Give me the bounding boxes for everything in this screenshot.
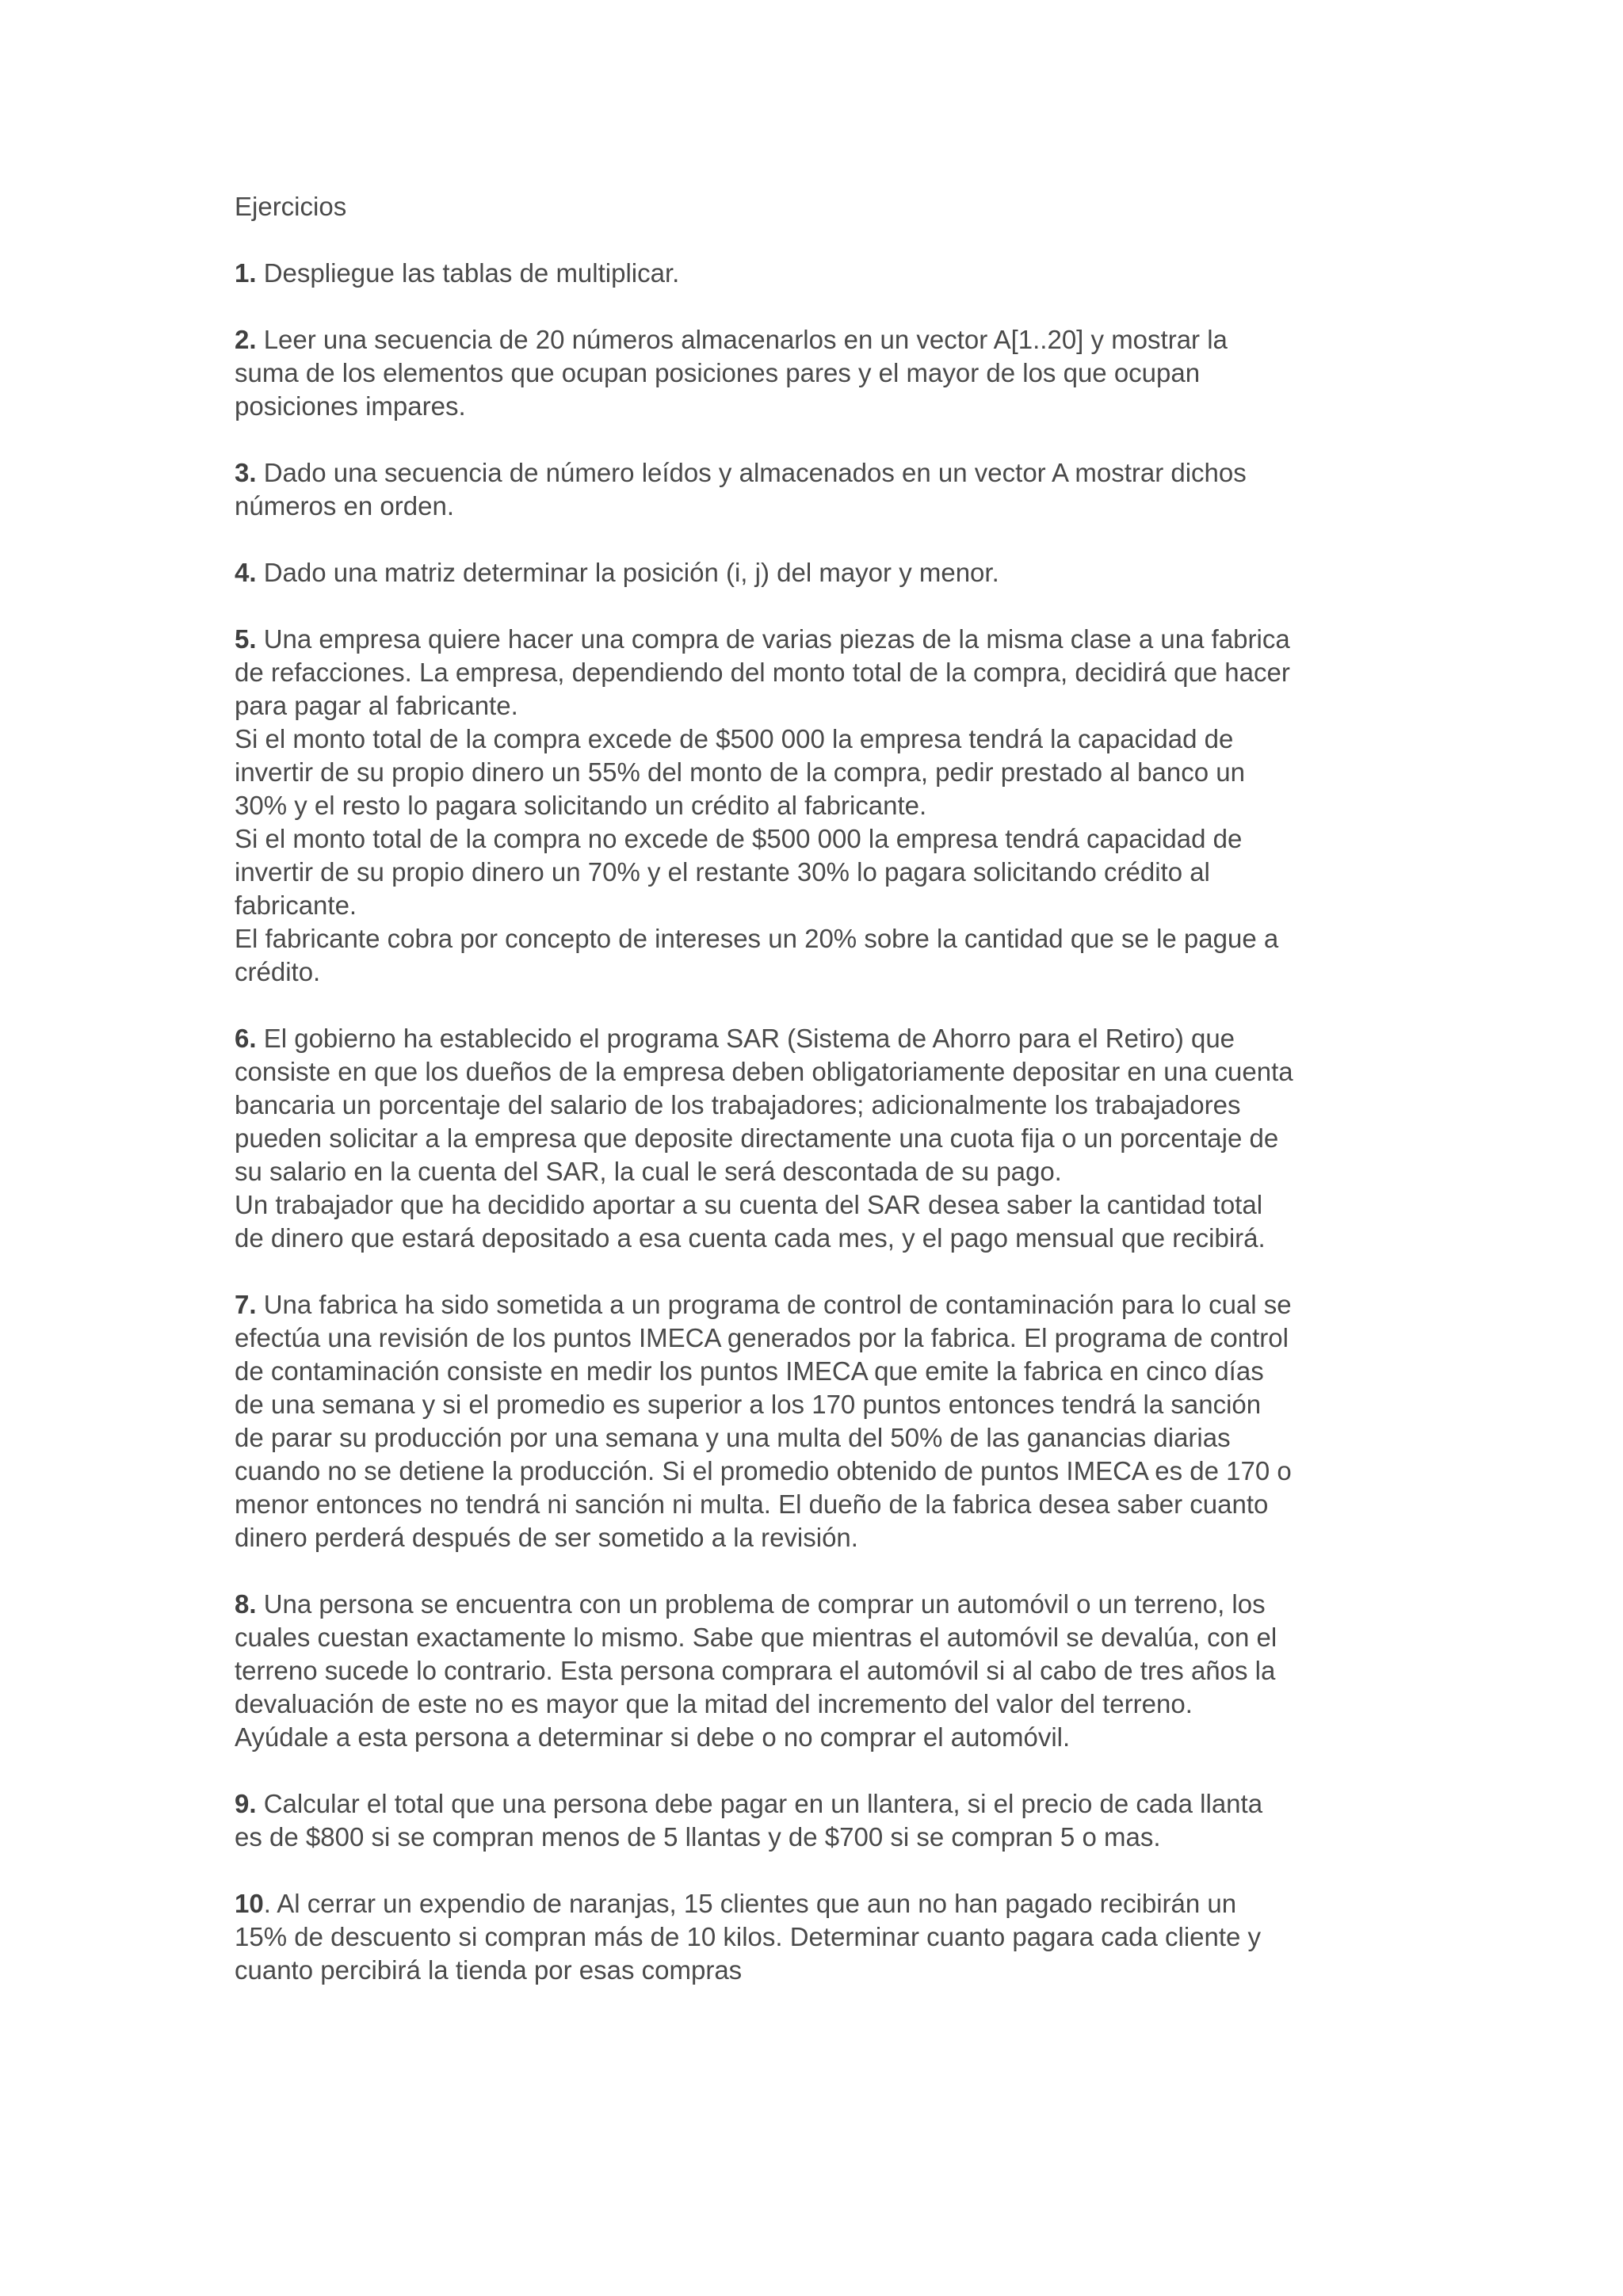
exercise-line [235,822,1423,856]
exercise-text: efectúa una revisión de los puntos IMECA generados por la fabrica. El programa de control [235,1323,1289,1352]
exercise-line [235,1954,1423,1987]
exercise-line [235,1455,1423,1488]
exercise-text: Una empresa quiere hacer una compra de varias piezas de la misma clase a una fabrica [263,624,1290,654]
exercise-text: de refacciones. La empresa, dependiendo del monto total de la compra, decidirá que hacer [235,658,1290,687]
exercise-text: Si el monto total de la compra no excede de $500 000 la empresa tendrá capacidad de [235,824,1243,853]
exercise-text: dinero perderá después de ser sometido a la revisión. [235,1523,858,1552]
exercise-text: Una persona se encuentra con un problema de comprar un automóvil o un terreno, los [263,1589,1266,1619]
exercise-text: menor entonces no tendrá ni sanción ni multa. El dueño de la fabrica desea saber cuanto [235,1489,1269,1519]
exercise-5 [235,623,1423,989]
exercise-text: Un trabajador que ha decidido aportar a su cuenta del SAR desea saber la cantidad total [235,1190,1263,1219]
exercise-first-line [235,1022,1423,1055]
exercise-text: de una semana y si el promedio es superior a los 170 puntos entonces tendrá la sanción [235,1390,1262,1419]
exercise-line [235,1920,1423,1954]
exercise-line [235,1188,1423,1222]
exercise-text: pueden solicitar a la empresa que deposite directamente una cuota fija o un porcentaje de [235,1123,1279,1153]
exercise-number: 9. [235,1789,257,1818]
exercise-text: invertir de su propio dinero un 70% y el restante 30% lo pagara solicitando crédito al [235,857,1210,887]
exercise-first-line [235,323,1423,357]
exercise-text: de parar su producción por una semana y una multa del 50% de las ganancias diarias [235,1423,1231,1452]
exercise-text: invertir de su propio dinero un 55% del monto de la compra, pedir prestado al banco un [235,757,1245,787]
exercise-text: Si el monto total de la compra excede de $500 000 la empresa tendrá la capacidad de [235,724,1234,753]
exercise-first-line [235,1288,1423,1322]
exercise-number: 6. [235,1024,257,1053]
exercise-line [235,1654,1423,1688]
exercise-line [235,490,1423,523]
exercise-number: 5. [235,624,257,654]
exercise-line [235,357,1423,390]
exercise-text: El fabricante cobra por concepto de intereses un 20% sobre la cantidad que se le pague a [235,924,1279,953]
exercise-2 [235,323,1423,423]
exercise-text: de dinero que estará depositado a esa cuenta cada mes, y el pago mensual que recibirá. [235,1223,1266,1253]
exercise-number: 8. [235,1589,257,1619]
exercise-first-line [235,456,1423,490]
exercise-line [235,1122,1423,1155]
exercise-line [235,1721,1423,1754]
exercise-line [235,1621,1423,1654]
exercise-line [235,1322,1423,1355]
exercise-text: Ayúdale a esta persona a determinar si debe o no comprar el automóvil. [235,1722,1071,1752]
exercise-text: Leer una secuencia de 20 números almacenarlos en un vector A[1..20] y mostrar la [263,325,1228,354]
exercise-line [235,756,1423,789]
exercise-text: 15% de descuento si compran más de 10 kilos. Determinar cuanto pagara cada cliente y [235,1922,1262,1951]
exercise-text: cuanto percibirá la tienda por esas compras [235,1955,743,1985]
exercise-text: de contaminación consiste en medir los puntos IMECA que emite la fabrica en cinco días [235,1356,1264,1386]
exercise-line [235,1488,1423,1521]
exercise-text: 30% y el resto lo pagara solicitando un crédito al fabricante. [235,791,927,820]
exercise-text: Una fabrica ha sido sometida a un programa de control de contaminación para lo cual se [263,1290,1292,1319]
exercise-line [235,955,1423,989]
exercise-number: 4. [235,558,257,587]
exercise-line [235,689,1423,723]
exercise-7 [235,1288,1423,1554]
exercise-number: 1. [235,258,257,288]
exercise-text: cuando no se detiene la producción. Si el promedio obtenido de puntos IMECA es de 170 o [235,1456,1292,1486]
exercise-1 [235,257,1423,290]
exercise-line [235,1089,1423,1122]
exercise-line [235,1821,1423,1854]
exercise-text: es de $800 si se compran menos de 5 llantas y de $700 si se compran 5 o mas. [235,1822,1161,1852]
exercise-text: crédito. [235,957,321,986]
exercise-text: números en orden. [235,491,455,521]
exercise-text: Dado una matriz determinar la posición (i, j) del mayor y menor. [263,558,999,587]
exercise-line [235,1055,1423,1089]
exercise-list [235,257,1423,1987]
exercise-8 [235,1588,1423,1754]
exercise-first-line [235,556,1423,589]
exercise-text: posiciones impares. [235,391,466,421]
exercise-line [235,1421,1423,1455]
exercise-text: consiste en que los dueños de la empresa deben obligatoriamente depositar en una cuenta [235,1057,1293,1086]
exercise-line [235,656,1423,689]
exercise-text: su salario en la cuenta del SAR, la cual le será descontada de su pago. [235,1157,1062,1186]
exercise-text: bancaria un porcentaje del salario de los trabajadores; adicionalmente los trabajadores [235,1090,1241,1119]
exercise-text: terreno sucede lo contrario. Esta persona comprara el automóvil si al cabo de tres años la [235,1656,1276,1685]
exercise-line [235,1155,1423,1188]
exercise-number-suffix: . [263,1889,271,1918]
exercise-number: 7. [235,1290,257,1319]
exercise-first-line [235,1787,1423,1821]
exercise-text: Calcular el total que una persona debe pagar en un llantera, si el precio de cada llanta [263,1789,1263,1818]
exercise-first-line [235,257,1423,290]
exercise-line [235,922,1423,955]
exercise-line [235,390,1423,423]
document-page [235,190,1423,2020]
exercise-number: 3. [235,458,257,487]
exercise-text: fabricante. [235,891,357,920]
exercise-line [235,856,1423,889]
exercise-line [235,889,1423,922]
exercise-first-line [235,1887,1423,1920]
exercise-text: devaluación de este no es mayor que la mitad del incremento del valor del terreno. [235,1689,1193,1718]
exercise-10 [235,1887,1423,1987]
exercise-text: cuales cuestan exactamente lo mismo. Sabe que mientras el automóvil se devalúa, con el [235,1623,1277,1652]
exercise-text: suma de los elementos que ocupan posiciones pares y el mayor de los que ocupan [235,358,1201,387]
document-heading: Ejercicios [235,192,347,221]
exercise-line [235,1222,1423,1255]
exercise-number: 10 [235,1889,264,1918]
exercise-text: Al cerrar un expendio de naranjas, 15 clientes que aun no han pagado recibirán un [277,1889,1237,1918]
exercise-4 [235,556,1423,589]
exercise-line [235,723,1423,756]
exercise-line [235,789,1423,822]
exercise-first-line [235,1588,1423,1621]
exercise-text: para pagar al fabricante. [235,691,518,720]
exercise-line [235,1688,1423,1721]
exercise-line [235,1355,1423,1388]
exercise-6 [235,1022,1423,1255]
exercise-number: 2. [235,325,257,354]
exercise-text: El gobierno ha establecido el programa SAR (Sistema de Ahorro para el Retiro) que [263,1024,1235,1053]
exercise-first-line [235,623,1423,656]
exercise-9 [235,1787,1423,1854]
exercise-text: Despliegue las tablas de multiplicar. [263,258,680,288]
exercise-line [235,1388,1423,1421]
exercise-text: Dado una secuencia de número leídos y almacenados en un vector A mostrar dichos [263,458,1247,487]
exercise-line [235,1521,1423,1554]
exercise-3 [235,456,1423,523]
